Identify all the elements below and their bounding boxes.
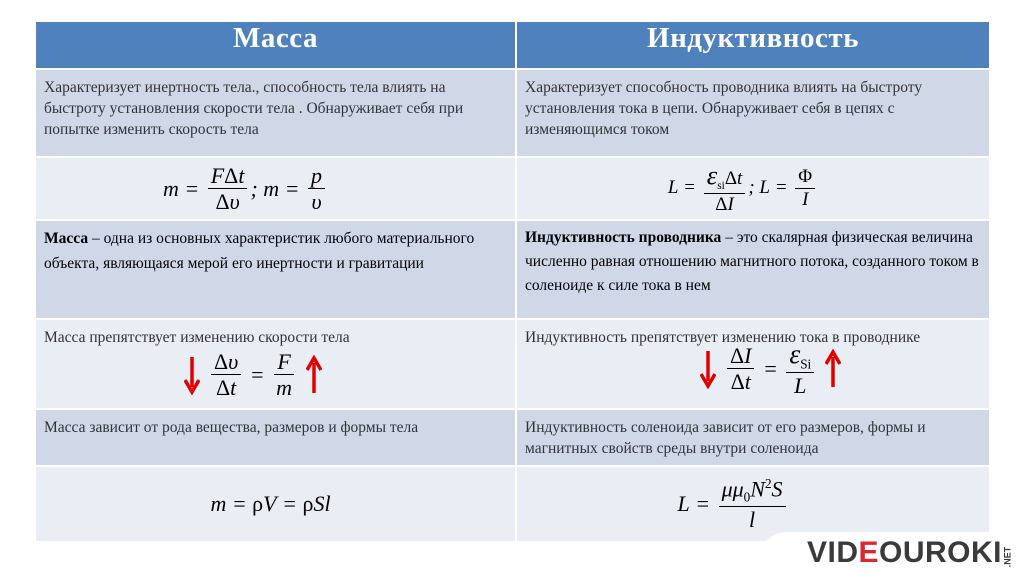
row-opposition [35, 319, 990, 409]
arrow-down-icon [184, 355, 200, 395]
logo-suffix: .NET [1002, 546, 1013, 568]
arrow-down-icon [700, 349, 716, 389]
mass-dependence: Масса зависит от рода вещества, размеров и формы тела [44, 419, 419, 436]
mass-opposition-formula: $\frac{\Delta\upsilon}{\Delta t}$ = $\frac{F}{m}$ [208, 350, 298, 399]
inductance-definition-text: – это скалярная физическая величина численно равная отношению магнитного потока, созданного током в соленоиде к силе тока в нем [525, 229, 979, 294]
mass-opposition: Масса препятствует изменению скорости тела [44, 329, 350, 346]
comparison-table [34, 20, 991, 543]
header-inductance: Индуктивность [516, 21, 990, 69]
row-formulas [35, 157, 990, 220]
header-row [35, 21, 990, 69]
mass-definition [36, 221, 515, 282]
inductance-calc-formula: L = $\frac{\mu\mu_0N^2S}{l}$ [677, 477, 788, 531]
header-mass: Масса [35, 21, 516, 69]
arrow-up-icon [825, 349, 841, 389]
inductance-dependence: Индуктивность соленоида зависит от его размеров, формы и магнитных свойств среды внутри соленоида [525, 419, 926, 457]
inductance-definition [517, 221, 989, 304]
videouroki-logo [759, 532, 1024, 574]
inductance-term: Индуктивность проводника [525, 229, 722, 246]
mass-characteristic: Характеризует инертность тела., способность тела влиять на быстроту установления скорости тела . Обнаруживает себя при попытке изменить скорость тела [44, 79, 464, 138]
arrow-up-icon [306, 355, 322, 395]
row-characteristics [35, 69, 990, 157]
mass-term: Масса [44, 230, 89, 247]
mass-formula: m = $\frac{\text{FΔt}}{\Delta\upsilon}$ ; m = $\frac{p}{\upsilon}$ [163, 164, 328, 213]
row-definitions [35, 220, 990, 319]
inductance-formula: L = $\frac{\varepsilon_{si}\Delta t}{\Delta I}$ ; L = $\frac{\Phi}{I}$ [668, 162, 818, 216]
row-calculation [35, 466, 990, 542]
logo-text: VIDEOUROKI [806, 536, 1002, 569]
inductance-opposition-formula: $\frac{\Delta I}{\Delta t}$ = $\frac{\varepsilon_{Si}}{L}$ [724, 340, 817, 397]
inductance-opposition: Индуктивность препятствует изменению тока в проводнике [525, 329, 921, 346]
row-dependence [35, 409, 990, 466]
inductance-characteristic: Характеризует способность проводника влиять на быстроту установления тока в цепи. Обнаруживает себя в цепях с изменяющимся током [525, 79, 923, 138]
mass-calc-formula: m = ρ V = ρ Sl [210, 491, 331, 516]
mass-definition-text: – одна из основных характеристик любого материального объекта, являющаяся мерой его инертности и гравитации [44, 230, 475, 272]
